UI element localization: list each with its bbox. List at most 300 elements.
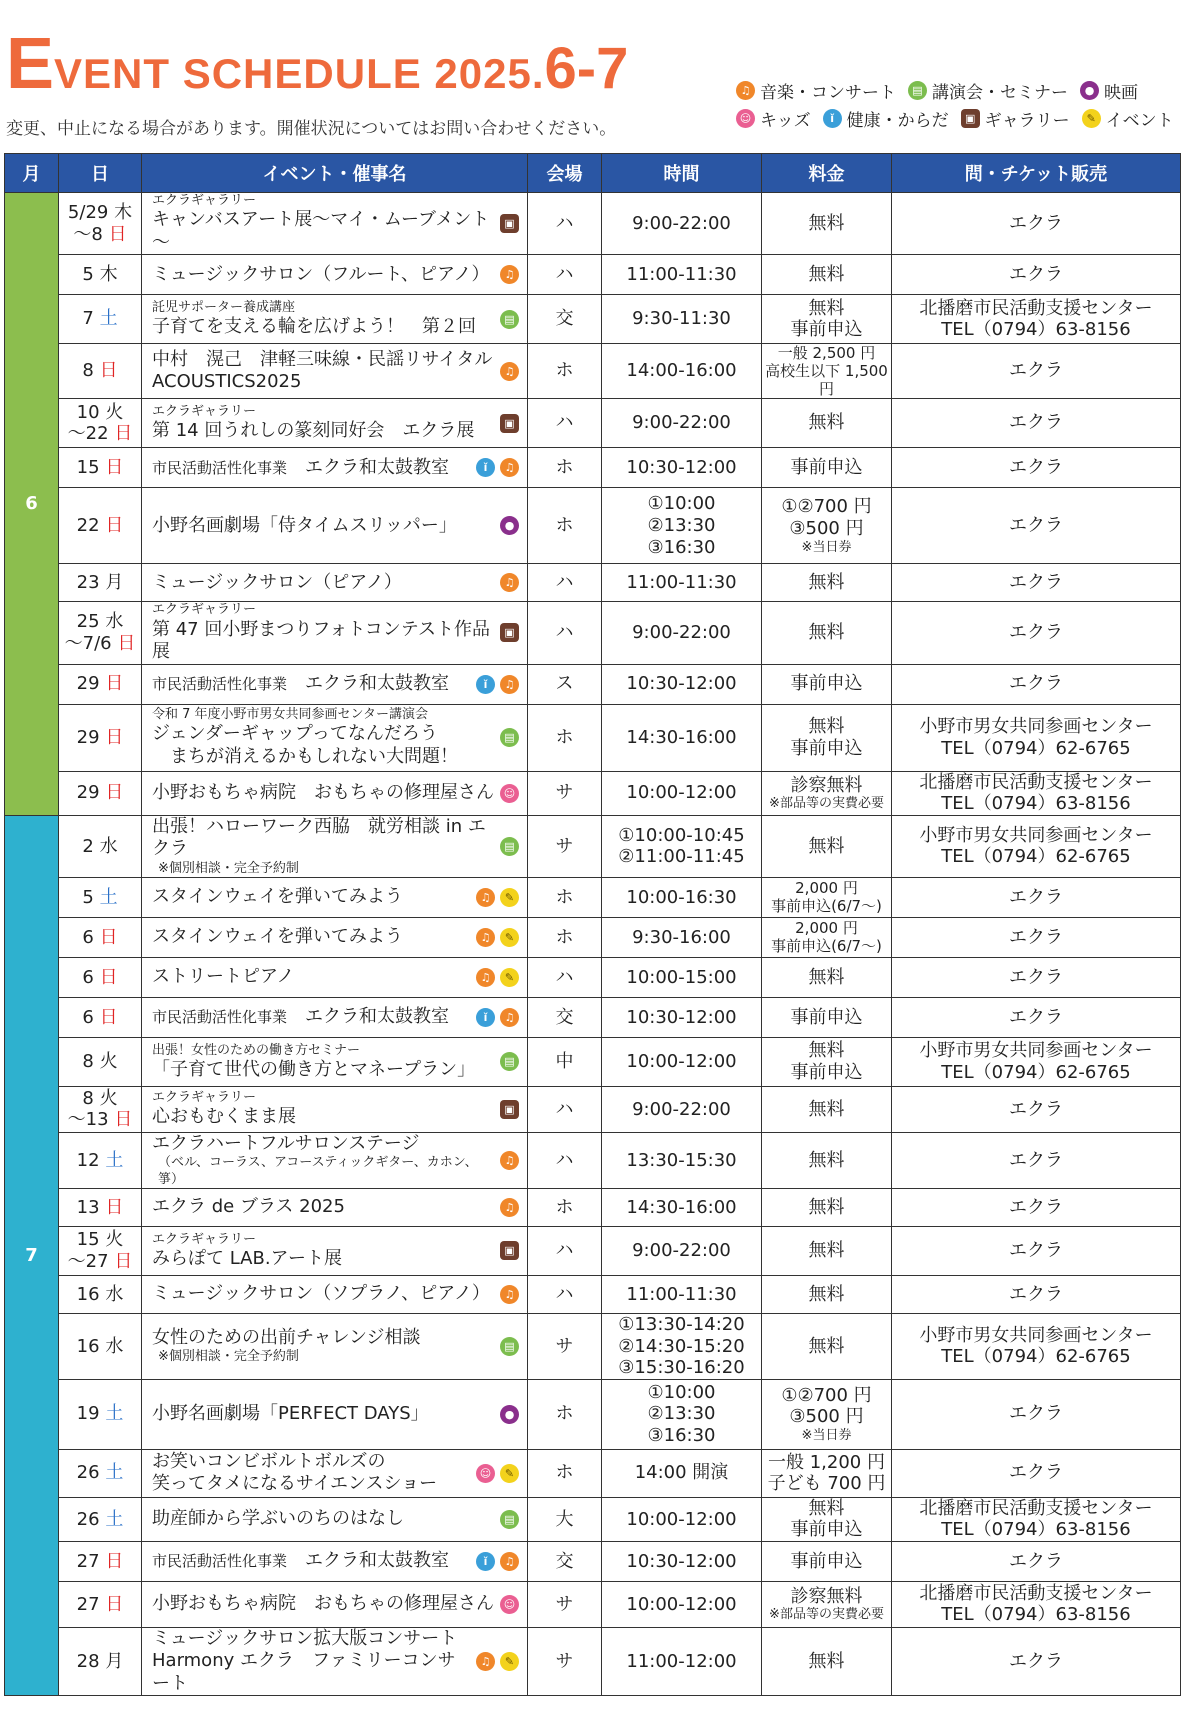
event-icons [500, 265, 519, 284]
event-title: 女性のための出前チャレンジ相談 [152, 1326, 421, 1348]
event-title: 小野名画劇場「侍タイムスリッパー」 [152, 514, 457, 536]
event-title: ミュージックサロン（ピアノ） [152, 571, 402, 593]
col-header-time: 時間 [602, 154, 762, 193]
time-cell: 9:00-22:00 [602, 399, 762, 448]
day-of-week: 日 [105, 1593, 124, 1615]
event-wrap [152, 1550, 519, 1573]
table-row [5, 1449, 1181, 1497]
contact-cell: エクラ [892, 877, 1181, 917]
music-icon: ♫ [500, 1552, 519, 1571]
event-cell [142, 488, 528, 564]
contact-cell: エクラ [892, 1188, 1181, 1226]
day-number: 5 [82, 886, 94, 908]
lecture-icon: ▤ [500, 1510, 519, 1529]
day-line [59, 360, 141, 382]
day-of-week: 火 [99, 1051, 118, 1073]
col-header-fee: 料金 [762, 154, 892, 193]
event-wrap [152, 572, 519, 595]
day-number: 5 [82, 263, 94, 285]
day-number: 16 [76, 1335, 100, 1357]
venue-cell: ス [528, 664, 602, 704]
day-line [59, 1551, 141, 1573]
event-icons [500, 1198, 519, 1217]
legend-label: ギャラリー [984, 110, 1070, 131]
day-cell [59, 771, 142, 815]
day-line [59, 1088, 141, 1110]
time-cell: 10:30-12:00 [602, 1541, 762, 1581]
day-line [59, 887, 141, 909]
health-icon: ǐ [823, 109, 842, 128]
event-text [152, 782, 496, 805]
event-program: 市民活動活性化事業 [152, 458, 288, 477]
time-cell: 10:30-12:00 [602, 997, 762, 1037]
event-cell [142, 1037, 528, 1086]
venue-cell: ハ [528, 1226, 602, 1275]
event-title-line [152, 457, 472, 480]
day-of-week: 水 [105, 1283, 124, 1305]
legend-item-health [823, 106, 949, 131]
fee-value: 無料 事前申込 [790, 1040, 863, 1083]
fee-cell [762, 344, 892, 399]
day-line [59, 1336, 141, 1358]
fee-cell [762, 917, 892, 957]
fee-cell [762, 1627, 892, 1696]
event-cell [142, 815, 528, 877]
fee-cell [762, 488, 892, 564]
col-header-contact: 問・チケット販売 [892, 154, 1181, 193]
event-cell [142, 664, 528, 704]
event-text [152, 300, 496, 339]
day-line [59, 967, 141, 989]
fee-value: 診察無料 [790, 774, 863, 796]
event-title: ミュージックサロン（ソプラノ、ピアノ） [152, 1283, 490, 1305]
event-cell [142, 1275, 528, 1313]
day-end-of-week: 日 [114, 1109, 133, 1131]
day-of-week: 日 [99, 926, 118, 948]
contact-cell: エクラ [892, 1226, 1181, 1275]
day-cell [59, 295, 142, 344]
event-text [152, 1090, 496, 1129]
fee-value: 事前申込 [790, 1006, 863, 1028]
event-cell [142, 1497, 528, 1541]
venue-cell: ホ [528, 704, 602, 771]
time-cell: 10:00-12:00 [602, 1497, 762, 1541]
event-text [152, 1508, 496, 1531]
fee-cell [762, 771, 892, 815]
time-cell: 9:30-16:00 [602, 917, 762, 957]
venue-cell: ホ [528, 1188, 602, 1226]
legend-item-gallery [961, 106, 1070, 131]
day-number: 27 [76, 1593, 100, 1615]
table-row [5, 1313, 1181, 1379]
event-title: スタインウェイを弾いてみよう [152, 926, 403, 948]
contact-cell: 小野市男女共同参画センター TEL（0794）62-6765 [892, 815, 1181, 877]
day-line [59, 782, 141, 804]
event-cell [142, 1313, 528, 1379]
day-number: 23 [76, 571, 100, 593]
venue-cell: 交 [528, 1541, 602, 1581]
time-cell: 14:00-16:00 [602, 344, 762, 399]
gallery-icon: ▣ [500, 1100, 519, 1119]
event-wrap [152, 264, 519, 287]
event-cell [142, 704, 528, 771]
day-cell [59, 877, 142, 917]
day-of-week: 火 [105, 401, 124, 423]
fee-cell [762, 1497, 892, 1541]
fee-cell [762, 1379, 892, 1449]
day-line [59, 1229, 141, 1251]
day-end-number: ～22 [67, 423, 109, 445]
day-line [59, 836, 141, 858]
event-subtitle: エクラギャラリー [152, 193, 257, 208]
day-cell [59, 488, 142, 564]
event-icons [500, 1052, 519, 1071]
day-number: 19 [76, 1403, 100, 1425]
event-subtitle: 託児サポーター養成講座 [152, 299, 296, 315]
event-wrap [152, 966, 519, 989]
table-row [5, 815, 1181, 877]
time-cell: 9:00-22:00 [602, 1226, 762, 1275]
venue-cell: ハ [528, 564, 602, 602]
col-header-event: イベント・催事名 [142, 154, 528, 193]
fee-cell [762, 1313, 892, 1379]
col-header-day: 日 [59, 154, 142, 193]
legend-label: イベント [1105, 110, 1174, 131]
event-cell [142, 399, 528, 448]
event-wrap [152, 926, 519, 949]
day-cell [59, 1449, 142, 1497]
legend-item-music [736, 78, 896, 103]
venue-cell: ホ [528, 917, 602, 957]
event-wrap [152, 816, 519, 877]
fee-value: 一般 1,200 円 子ども 700 円 [767, 1451, 886, 1495]
event-icons [476, 888, 519, 907]
event-text [152, 1283, 496, 1306]
day-of-week: 水 [105, 1335, 124, 1357]
fee-cell [762, 957, 892, 997]
event-note: ※個別相談・完全予約制 [158, 860, 299, 876]
legend-label: 講演会・セミナー [932, 82, 1068, 103]
table-row [5, 344, 1181, 399]
fee-value: 無料 [808, 1335, 845, 1357]
lecture-icon: ▤ [908, 81, 927, 100]
day-number: 8 [82, 360, 94, 382]
contact-cell: エクラ [892, 1379, 1181, 1449]
event-text [152, 1451, 472, 1496]
fee-cell [762, 295, 892, 344]
fee-value: 無料 [808, 1098, 845, 1120]
contact-cell: エクラ [892, 488, 1181, 564]
contact-cell: エクラ [892, 564, 1181, 602]
lecture-icon: ▤ [500, 837, 519, 856]
day-number: 25 [76, 611, 100, 633]
event-title: 中村 滉己 津軽三味線・民謡リサイタル ACOUSTICS2025 [152, 348, 493, 393]
venue-cell: ホ [528, 344, 602, 399]
day-of-week: 日 [105, 456, 124, 478]
gallery-icon: ▣ [500, 414, 519, 433]
table-row [5, 1581, 1181, 1627]
event-icons [500, 1337, 519, 1356]
fee-cell [762, 255, 892, 295]
table-row [5, 917, 1181, 957]
music-icon: ♫ [736, 81, 755, 100]
event-title: 子育てを支える輪を広げよう！ 第２回 [152, 316, 476, 338]
venue-cell: ホ [528, 488, 602, 564]
event-icons [500, 623, 519, 642]
fee-value: 2,000 円 事前申込(6/7～) [771, 879, 882, 916]
event-title-line [152, 673, 472, 696]
table-row [5, 255, 1181, 295]
health-icon: ǐ [476, 1008, 495, 1027]
day-line [59, 1150, 141, 1172]
event-cell [142, 1581, 528, 1627]
fee-value: 無料 [808, 1283, 845, 1305]
fee-cell [762, 815, 892, 877]
contact-cell: エクラ [892, 1086, 1181, 1132]
event-icons [476, 1552, 519, 1571]
fee-value: 診察無料 [790, 1585, 863, 1607]
time-cell: 11:00-11:30 [602, 1275, 762, 1313]
time-cell: 11:00-11:30 [602, 564, 762, 602]
day-line [59, 1007, 141, 1029]
event-icon: ✎ [500, 928, 519, 947]
day-line [59, 1651, 141, 1673]
event-title: 心おもむくまま展 [152, 1106, 296, 1128]
legend-row [736, 104, 1176, 132]
contact-cell: エクラ [892, 917, 1181, 957]
fee-note: ※部品等の実費必要 [769, 796, 884, 812]
table-row [5, 1188, 1181, 1226]
fee-value: 無料 [808, 212, 845, 234]
kids-icon: ☺ [476, 1464, 495, 1483]
day-of-week: 土 [99, 308, 118, 330]
legend-label: キッズ [760, 110, 811, 131]
day-line [59, 457, 141, 479]
day-of-week: 土 [99, 886, 118, 908]
event-icons [500, 728, 519, 747]
header [0, 0, 1184, 150]
venue-cell: ハ [528, 957, 602, 997]
event-program: 市民活動活性化事業 [152, 674, 288, 693]
gallery-icon: ▣ [500, 623, 519, 642]
month-cell: 6 [5, 193, 59, 816]
time-cell: 14:30-16:00 [602, 1188, 762, 1226]
event-subtitle: エクラギャラリー [152, 602, 257, 618]
event-text [152, 572, 496, 595]
time-cell: ①10:00 ②13:30 ③16:30 [602, 488, 762, 564]
venue-cell: ホ [528, 448, 602, 488]
fee-cell [762, 193, 892, 255]
venue-cell: ハ [528, 602, 602, 664]
event-cell [142, 1188, 528, 1226]
event-subtitle: エクラギャラリー [152, 403, 257, 419]
table-row [5, 399, 1181, 448]
event-title: エクラ和太鼓教室 [305, 1006, 450, 1028]
event-cell [142, 1379, 528, 1449]
fee-value: 事前申込 [790, 673, 863, 695]
event-icons [500, 516, 519, 535]
health-icon: ǐ [476, 675, 495, 694]
table-row [5, 1132, 1181, 1188]
day-number: 10 [76, 401, 100, 423]
event-icons [500, 1151, 519, 1170]
notice-text: 変更、中止になる場合があります。開催状況についてはお問い合わせください。 [6, 119, 617, 139]
day-of-week: 水 [99, 835, 118, 857]
table-row [5, 602, 1181, 664]
month-cell: 7 [5, 815, 59, 1696]
contact-cell: 小野市男女共同参画センター TEL（0794）62-6765 [892, 1313, 1181, 1379]
event-icons [500, 837, 519, 856]
venue-cell: サ [528, 771, 602, 815]
event-cell [142, 295, 528, 344]
day-number: 7 [82, 308, 94, 330]
legend-label: 音楽・コンサート [760, 82, 896, 103]
event-wrap [152, 886, 519, 909]
contact-cell: エクラ [892, 957, 1181, 997]
day-cell [59, 704, 142, 771]
music-icon: ♫ [476, 928, 495, 947]
title-dates: 6-7 [544, 36, 629, 101]
day-cell [59, 957, 142, 997]
legend-item-kids [736, 106, 811, 131]
day-line [59, 1509, 141, 1531]
fee-value: 無料 [808, 1196, 845, 1218]
music-icon: ♫ [500, 265, 519, 284]
event-wrap [152, 1196, 519, 1219]
event-title-line [152, 1550, 472, 1573]
event-cell [142, 448, 528, 488]
day-number: 13 [76, 1196, 100, 1218]
event-icons [500, 414, 519, 433]
day-of-week: 土 [105, 1149, 124, 1171]
event-icons [476, 1008, 519, 1027]
time-cell: 10:30-12:00 [602, 448, 762, 488]
event-icons [500, 214, 519, 233]
event-wrap [152, 1043, 519, 1082]
event-wrap [152, 1403, 519, 1426]
day-end-line [59, 1251, 141, 1273]
event-icons [476, 968, 519, 987]
day-number: 2 [82, 835, 94, 857]
fee-cell [762, 1275, 892, 1313]
day-number: 8 [82, 1087, 94, 1109]
event-icons [476, 1464, 519, 1483]
day-number: 6 [82, 1006, 94, 1028]
day-number: 28 [76, 1650, 100, 1672]
event-wrap [152, 404, 519, 443]
event-text [152, 1232, 496, 1271]
contact-cell: エクラ [892, 448, 1181, 488]
day-cell [59, 193, 142, 255]
event-subtitle: 出張！女性のための働き方セミナー [152, 1042, 361, 1058]
day-end-line [59, 423, 141, 445]
event-title-line [152, 1006, 472, 1029]
day-line [59, 611, 141, 633]
fee-value: 無料 [808, 1650, 845, 1672]
day-cell [59, 997, 142, 1037]
day-end-of-week: 日 [114, 1250, 133, 1272]
event-title: 小野おもちゃ病院 おもちゃの修理屋さん [152, 1593, 494, 1615]
fee-value: 一般 2,500 円 高校生以下 1,500 円 [765, 344, 888, 399]
fee-cell [762, 877, 892, 917]
venue-cell: サ [528, 1627, 602, 1696]
venue-cell: ホ [528, 877, 602, 917]
time-cell: ①10:00-10:45 ②11:00-11:45 [602, 815, 762, 877]
event-text [152, 1550, 472, 1573]
event-title: エクラ de ブラス 2025 [152, 1196, 345, 1218]
day-line [59, 308, 141, 330]
event-title: エクラハートフルサロンステージ [152, 1132, 420, 1154]
day-cell [59, 448, 142, 488]
gallery-icon: ▣ [500, 1241, 519, 1260]
time-cell: 10:00-12:00 [602, 1037, 762, 1086]
venue-cell: 交 [528, 295, 602, 344]
contact-cell: エクラ [892, 602, 1181, 664]
music-icon: ♫ [500, 1151, 519, 1170]
event-cell [142, 255, 528, 295]
day-of-week: 日 [105, 673, 124, 695]
day-number: 26 [76, 1462, 100, 1484]
fee-cell [762, 602, 892, 664]
event-text [152, 349, 496, 394]
event-text [152, 1043, 496, 1082]
time-cell: 11:00-12:00 [602, 1627, 762, 1696]
time-cell: 10:30-12:00 [602, 664, 762, 704]
event-icons [500, 573, 519, 592]
event-wrap [152, 1508, 519, 1531]
category-legend [736, 76, 1176, 132]
time-cell: 9:30-11:30 [602, 295, 762, 344]
contact-cell: エクラ [892, 1627, 1181, 1696]
event-wrap [152, 707, 519, 768]
day-number: 22 [76, 514, 100, 536]
table-row [5, 193, 1181, 255]
music-icon: ♫ [500, 362, 519, 381]
day-cell [59, 1037, 142, 1086]
music-icon: ♫ [500, 1008, 519, 1027]
fee-value: 無料 [808, 966, 845, 988]
event-subtitle: 令和 7 年度小野市男女共同参画センター講演会 [152, 706, 429, 722]
event-wrap [152, 1628, 519, 1696]
table-row [5, 1086, 1181, 1132]
event-icons [500, 362, 519, 381]
event-wrap [152, 602, 519, 663]
day-cell [59, 1627, 142, 1696]
fee-value: 2,000 円 事前申込(6/7～) [771, 919, 882, 956]
col-header-month: 月 [5, 154, 59, 193]
event-text [152, 886, 472, 909]
fee-value: 無料 [808, 571, 845, 593]
title-text: VENT SCHEDULE 2025. [54, 50, 545, 97]
event-text [152, 673, 472, 696]
day-line [59, 1284, 141, 1306]
fee-value: 無料 [808, 835, 845, 857]
event-text [152, 926, 472, 949]
fee-value: 無料 [808, 622, 845, 644]
fee-cell [762, 1541, 892, 1581]
fee-note: ※当日券 [801, 539, 852, 555]
day-of-week: 日 [105, 726, 124, 748]
event-wrap [152, 1232, 519, 1271]
time-cell: 14:30-16:00 [602, 704, 762, 771]
event-wrap [152, 349, 519, 394]
fee-cell [762, 448, 892, 488]
event-text [152, 264, 496, 287]
venue-cell: 中 [528, 1037, 602, 1086]
day-of-week: 日 [99, 360, 118, 382]
time-cell: 10:00-12:00 [602, 771, 762, 815]
day-cell [59, 255, 142, 295]
